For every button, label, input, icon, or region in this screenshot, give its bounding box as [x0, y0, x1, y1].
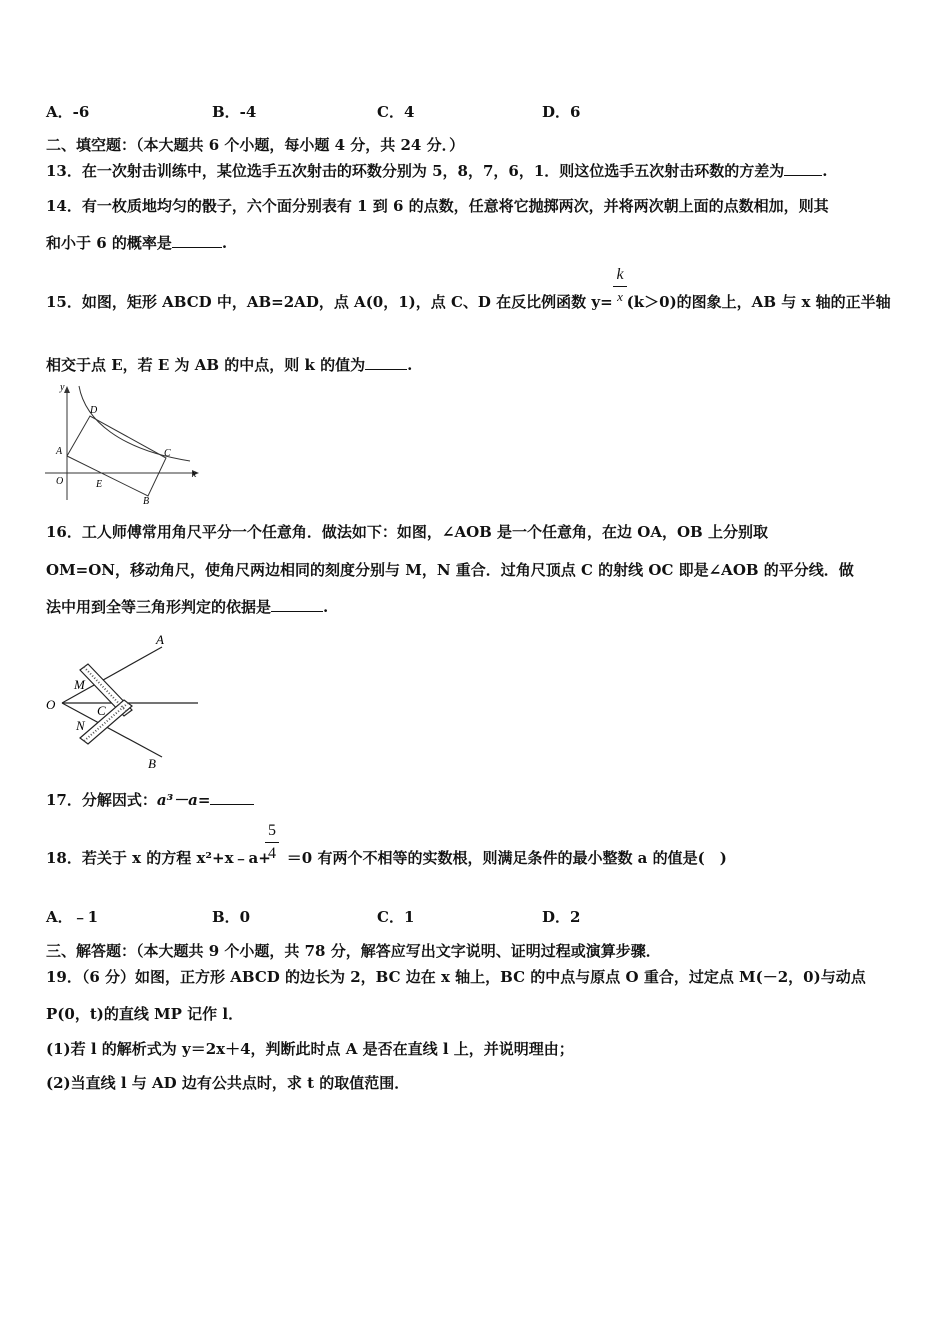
q15-answer-blank	[365, 355, 407, 370]
q18-option-c: C．1	[377, 908, 415, 926]
q19-line2: P(0，t)的直线 MP 记作 l．	[46, 1005, 244, 1023]
q19-sub2: (2)当直线 l 与 AD 边有公共点时，求 t 的取值范围．	[46, 1074, 410, 1092]
label-y: y	[60, 382, 65, 393]
q13-stem: 13．在一次射击训练中，某位选手五次射击的环数分别为 5，8，7，6，1．则这位选手五次射击环数的方差为	[46, 162, 785, 180]
q18-option-b: B．0	[212, 908, 251, 926]
q18-frac-num: 5	[268, 822, 276, 839]
q16-line3	[46, 597, 328, 617]
q16-stem: 法中用到全等三角形判定的依据是	[46, 598, 272, 616]
q14-stem: 和小于 6 的概率是	[46, 234, 172, 252]
q15-part1: 15．如图，矩形 ABCD 中，AB=2AD，点 A(0，1)，点 C、D 在反比例函数 y=	[46, 293, 613, 311]
q12-option-d: D．6	[542, 103, 581, 121]
y-axis-arrow	[64, 386, 70, 393]
q13-answer-blank	[784, 161, 822, 176]
q15-part2: (k＞0)的图象上，AB 与 x 轴的正半轴	[626, 293, 891, 311]
q15-frac-den: x	[617, 289, 623, 304]
q18-frac-bar	[265, 842, 279, 843]
label-b: B	[148, 756, 156, 771]
q19-line1: 19．（6 分）如图，正方形 ABCD 的边长为 2，BC 边在 x 轴上，BC 的中点与原点 O 重合，过定点 M(－2，0)与动点	[46, 968, 866, 986]
q15-line1	[46, 292, 891, 312]
section3-heading: 三、解答题：（本大题共 9 个小题，共 78 分，解答应写出文字说明、证明过程或演算步骤．	[46, 942, 661, 960]
rectangle-abcd	[67, 416, 166, 496]
label-a: A	[156, 632, 164, 647]
carpenter-square	[80, 664, 132, 744]
q17-expression: a³－a=	[156, 791, 211, 809]
q15-fraction	[613, 266, 627, 305]
q18-part1: 18．若关于 x 的方程 x²+x﹣a+	[46, 849, 271, 867]
q18-fraction	[265, 822, 279, 863]
q19-sub1: (1)若 l 的解析式为 y＝2x＋4，判断此时点 A 是否在直线 l 上，并说明理由；	[46, 1040, 574, 1058]
q13-end: .	[822, 162, 828, 180]
label-b: B	[143, 496, 150, 507]
label-e: E	[96, 479, 103, 490]
q13-text	[46, 161, 828, 181]
q18-option-d: D．2	[542, 908, 581, 926]
q15-end: .	[407, 356, 413, 374]
hyperbola-curve	[79, 386, 190, 461]
q15-line2	[46, 355, 412, 375]
label-x: x	[192, 469, 197, 480]
label-m: M	[74, 677, 85, 692]
q18-part2: ＝0 有两个不相等的实数根，则满足条件的最小整数 a 的值是( )	[286, 849, 727, 867]
label-o: O	[56, 476, 64, 487]
q14-line1: 14．有一枚质地均匀的骰子，六个面分别表有 1 到 6 的点数，任意将它抛掷两次，并将两次朝上面的点数相加，则其	[46, 197, 829, 215]
q16-line1: 16．工人师傅常用角尺平分一个任意角．做法如下：如图，∠AOB 是一个任意角，在边 OA，OB 上分别取	[46, 523, 768, 541]
q18-option-a: A．﹣1	[46, 908, 99, 926]
q14-line2	[46, 233, 227, 253]
label-d: D	[90, 405, 98, 416]
q16-end: .	[323, 598, 329, 616]
label-c: C	[164, 448, 171, 459]
q14-end: .	[221, 234, 228, 252]
q17-line	[46, 790, 254, 810]
q18-line	[46, 848, 727, 868]
q12-option-c: C．4	[377, 103, 415, 121]
q15-figure	[40, 380, 210, 508]
q17-prefix: 17．分解因式：	[46, 791, 157, 809]
q15-frac-bar	[613, 286, 627, 287]
q16-figure	[40, 630, 210, 775]
q12-option-b: B．-4	[212, 103, 257, 121]
q18-frac-den: 4	[268, 845, 276, 862]
q16-answer-blank	[271, 597, 323, 612]
q16-line2: OM=ON，移动角尺，使角尺两边相同的刻度分别与 M，N 重合．过角尺顶点 C 的射线 OC 即是∠AOB 的平分线．做	[46, 561, 854, 579]
q12-option-a: A．-6	[46, 103, 90, 121]
q17-answer-blank	[210, 790, 254, 805]
label-c: C	[97, 703, 106, 718]
section2-heading: 二、填空题：（本大题共 6 个小题，每小题 4 分，共 24 分．）	[46, 136, 465, 154]
label-a: A	[56, 446, 63, 457]
square-arm-lower	[80, 700, 132, 744]
label-o: O	[46, 697, 56, 712]
q15-stem2: 相交于点 E，若 E 为 AB 的中点，则 k 的值为	[46, 356, 366, 374]
q14-answer-blank	[172, 233, 222, 248]
q15-frac-num: k	[616, 266, 624, 283]
label-n: N	[76, 718, 85, 733]
